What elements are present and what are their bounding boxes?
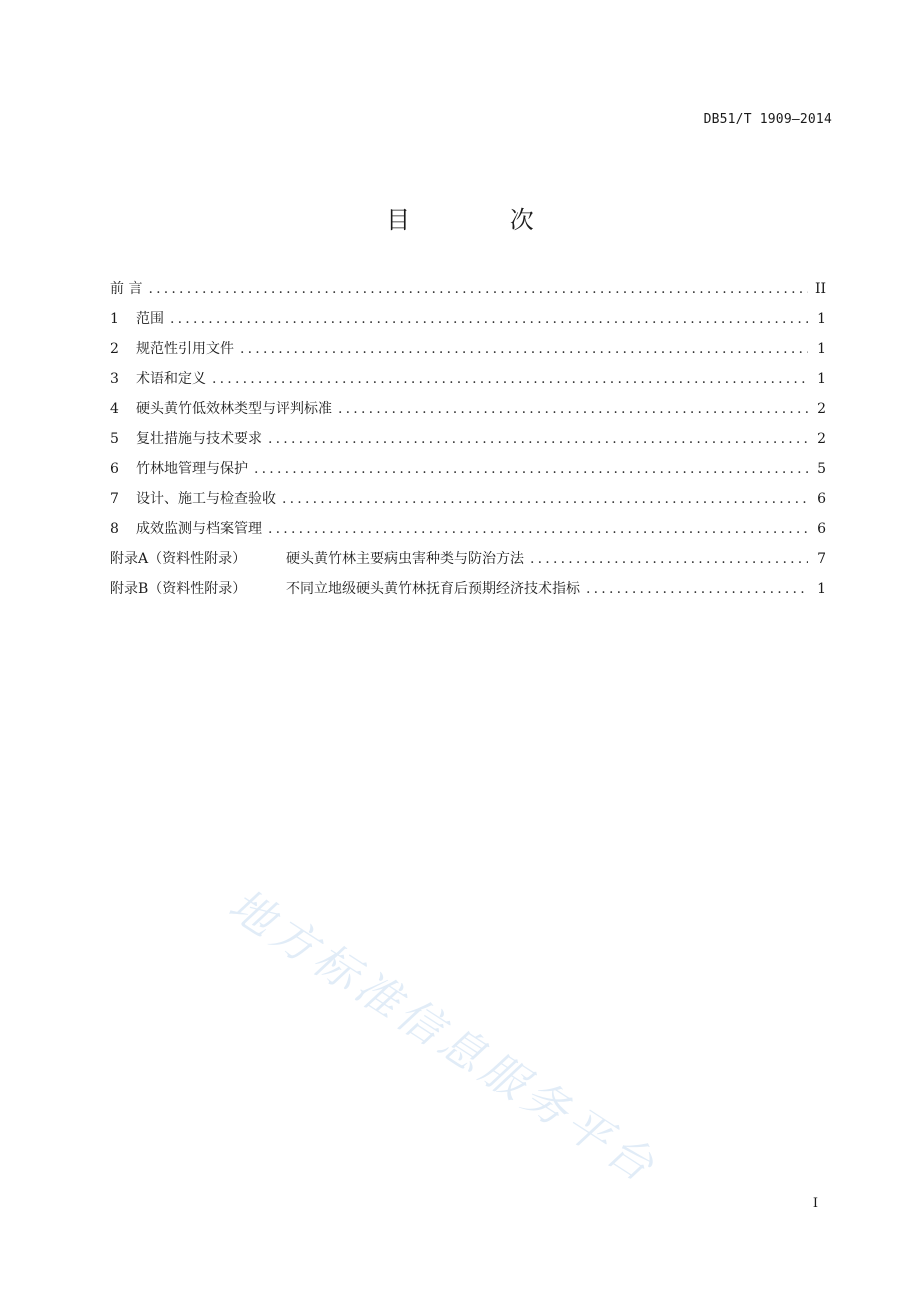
toc-entry-page: 1 <box>817 371 826 387</box>
toc-entry-foreword[interactable] <box>110 278 826 308</box>
toc-entry-number: 5 <box>110 431 119 447</box>
toc-entry-text: 范围 <box>136 311 164 327</box>
toc-entry-3[interactable] <box>110 368 826 398</box>
toc-entry-text: 复壮措施与技术要求 <box>136 431 262 447</box>
toc-entry-number: 1 <box>110 311 119 327</box>
toc-entry-number: 7 <box>110 491 119 507</box>
toc-entry-text: 硬头黄竹林主要病虫害种类与防治方法 <box>286 551 524 567</box>
toc-entry-page: 6 <box>817 491 826 507</box>
toc-entry-text: 硬头黄竹低效林类型与评判标准 <box>136 401 332 417</box>
toc-entry-text: 规范性引用文件 <box>136 341 234 357</box>
toc-leader-dots <box>282 488 808 510</box>
toc-entry-page: 2 <box>817 401 826 417</box>
toc-entry-4[interactable] <box>110 398 826 428</box>
toc-title: 目 次 <box>386 206 580 234</box>
toc-leader-dots <box>148 278 808 300</box>
toc-leader-dots <box>240 338 808 360</box>
toc-annex-label: 附录A（资料性附录） <box>110 551 247 567</box>
toc-entry-page: 1 <box>817 341 826 357</box>
toc-leader-dots <box>268 428 808 450</box>
toc-leader-dots <box>254 458 808 480</box>
toc-entry-text: 前 言 <box>110 281 143 297</box>
toc-leader-dots <box>530 548 808 570</box>
toc-leader-dots <box>338 398 808 420</box>
toc-annex-label: 附录B（资料性附录） <box>110 581 247 597</box>
toc-entry-page: II <box>814 281 826 297</box>
toc-leader-dots <box>212 368 808 390</box>
toc-entry-number: 3 <box>110 371 119 387</box>
toc-entry-number: 2 <box>110 341 119 357</box>
toc-entry-6[interactable] <box>110 458 826 488</box>
toc-entry-page: 7 <box>817 551 826 567</box>
toc-leader-dots <box>170 308 808 330</box>
toc-entry-page: 5 <box>817 461 826 477</box>
toc-leader-dots <box>586 578 808 600</box>
toc-entry-page: 1 <box>817 581 826 597</box>
toc-entry-page: 1 <box>817 311 826 327</box>
toc-entry-annex-a[interactable] <box>110 548 826 578</box>
toc-entry-2[interactable] <box>110 338 826 368</box>
toc-entry-number: 8 <box>110 521 119 537</box>
toc-entry-page: 6 <box>817 521 826 537</box>
toc-entry-5[interactable] <box>110 428 826 458</box>
toc-entry-1[interactable] <box>110 308 826 338</box>
toc-entry-page: 2 <box>817 431 826 447</box>
page-number: I <box>812 1196 818 1211</box>
toc-entry-text: 术语和定义 <box>136 371 206 387</box>
watermark: 地方标准信息服务平台 <box>219 879 667 1195</box>
toc-entry-text: 成效监测与档案管理 <box>136 521 262 537</box>
toc-leader-dots <box>268 518 808 540</box>
toc-entry-7[interactable] <box>110 488 826 518</box>
toc-entry-text: 竹林地管理与保护 <box>136 461 248 477</box>
table-of-contents <box>110 278 826 608</box>
toc-entry-annex-b[interactable] <box>110 578 826 608</box>
toc-entry-number: 4 <box>110 401 119 417</box>
standard-code: DB51/T 1909—2014 <box>703 112 832 127</box>
toc-entry-number: 6 <box>110 461 119 477</box>
toc-entry-text: 设计、施工与检查验收 <box>136 491 276 507</box>
toc-entry-text: 不同立地级硬头黄竹林抚育后预期经济技术指标 <box>286 581 580 597</box>
toc-entry-8[interactable] <box>110 518 826 548</box>
